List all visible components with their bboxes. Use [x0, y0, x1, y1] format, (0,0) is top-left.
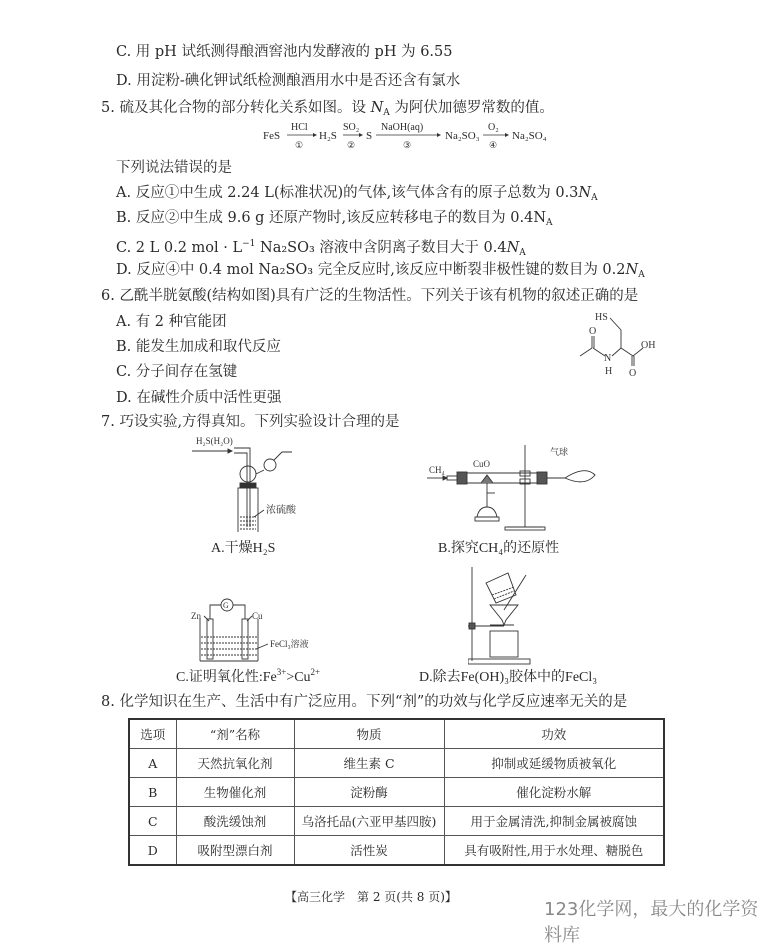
na-symbol: N [533, 210, 547, 226]
table-header: 物质 [294, 719, 444, 749]
table-cell: 催化淀粉水解 [444, 778, 664, 807]
table-cell: D [129, 836, 176, 866]
scheme-na2so3: Na₂SO₃ [445, 130, 480, 142]
fig-c-galvanometer-label: G [223, 601, 229, 610]
q6-option-a: A. 有 2 种官能团 [116, 314, 227, 330]
q8-table [128, 718, 665, 866]
table-cell: C [129, 807, 176, 836]
fig-a-caption: A.干燥H₂S [211, 541, 276, 556]
figure-c-galvanic-cell [190, 597, 340, 667]
fig-b-gas-label: CH₄ [429, 465, 445, 475]
struct-n: N [604, 353, 612, 364]
na-subscript: A [638, 270, 645, 280]
table-cell: 酸洗缓蚀剂 [176, 807, 294, 836]
q4-option-d: D. 用淀粉-碘化钾试纸检测酿酒用水中是否还含有氯水 [116, 73, 461, 89]
q5-option-d [116, 260, 645, 285]
table-cell: 活性炭 [294, 836, 444, 866]
q7-stem: 7. 巧设实验,方得真知。下列实验设计合理的是 [101, 414, 400, 430]
table-row [129, 778, 664, 807]
scheme-n4: ④ [489, 140, 498, 150]
table-cell: 维生素 C [294, 749, 444, 778]
struct-hs: HS [595, 312, 608, 323]
q5-option-a [116, 183, 598, 208]
scheme-r2: SO₂ [343, 122, 360, 133]
scheme-r1: HCl [291, 122, 308, 133]
fig-c-caption [176, 666, 320, 686]
table-cell: 生物催化剂 [176, 778, 294, 807]
q8-stem: 8. 化学知识在生产、生活中有广泛应用。下列“剂”的功效与化学反应速率无关的是 [101, 694, 628, 710]
struct-o1: O [589, 326, 597, 337]
fig-a-reagent-label: 浓硫酸 [266, 505, 296, 516]
scheme-s: S [366, 130, 373, 142]
table-header: 选项 [129, 719, 176, 749]
scheme-r3: NaOH(aq) [381, 122, 424, 133]
table-cell: 具有吸附性,用于水处理、糖脱色 [444, 836, 664, 866]
figure-b-ch4-reduction [425, 445, 635, 535]
fig-b-balloon-label: 气球 [550, 447, 569, 457]
scheme-r4: O₂ [488, 122, 499, 133]
struct-h: H [605, 366, 613, 377]
figure-a-drying-apparatus [190, 432, 310, 532]
fig-c-sup-1: 3+ [276, 667, 287, 677]
fig-c-caption-text: C.证明氧化性:Fe [176, 670, 277, 685]
fig-c-caption-text-2: >Cu [286, 670, 311, 685]
struct-oh: OH [641, 340, 656, 351]
q4-option-c: C. 用 pH 试纸测得酿酒窖池内发酵液的 pH 为 6.55 [116, 44, 453, 60]
q5-option-d-text: D. 反应④中 0.4 mol Na₂SO₃ 完全反应时,该反应中断裂非极性键的数目为 0.2 [116, 262, 626, 278]
q6-option-c: C. 分子间存在氢键 [116, 364, 238, 380]
q6-option-d: D. 在碱性介质中活性更强 [116, 390, 282, 406]
table-cell: 乌洛托品(六亚甲基四胺) [294, 807, 444, 836]
table-cell: 抑制或延缓物质被氧化 [444, 749, 664, 778]
table-cell: 天然抗氧化剂 [176, 749, 294, 778]
table-cell: 吸附型漂白剂 [176, 836, 294, 866]
figure-d-filtration [468, 565, 578, 665]
fig-b-solid-label: CuO [473, 459, 491, 469]
fig-c-zn-label: Zn [191, 611, 201, 621]
table-row [129, 807, 664, 836]
table-cell: 用于金属清洗,抑制金属被腐蚀 [444, 807, 664, 836]
fig-c-sup-2: 2+ [310, 667, 321, 677]
q5-option-c-text: C. 2 L 0.2 mol · L [116, 240, 243, 256]
na-symbol: N [506, 240, 520, 256]
watermark: 123化学网，最大的化学资料库 [544, 899, 759, 946]
q6-option-b: B. 能发生加成和取代反应 [116, 339, 281, 355]
q6-stem: 6. 乙酰半胱氨酸(结构如图)具有广泛的生物活性。下列关于该有机物的叙述正确的是 [101, 288, 639, 304]
na-subscript: A [591, 193, 598, 203]
table-row [129, 836, 664, 866]
scheme-fes: FeS [263, 130, 281, 142]
q5-option-b-text: B. 反应②中生成 9.6 g 还原产物时,该反应转移电子的数目为 0.4 [116, 210, 534, 226]
fig-c-solution-label: FeCl₃溶液 [270, 639, 309, 649]
na-symbol: N [625, 262, 639, 278]
na-symbol: N [578, 185, 592, 201]
na-subscript: A [383, 108, 390, 118]
table-header: “剂”名称 [176, 719, 294, 749]
table-cell: 淀粉酶 [294, 778, 444, 807]
table-header-row [129, 719, 664, 749]
q5-stem-text: 5. 硫及其化合物的部分转化关系如图。设 [101, 100, 371, 116]
q5-stem-text-2: 为阿伏加德罗常数的值。 [389, 100, 554, 116]
fig-d-caption: D.除去Fe(OH)₃胶体中的FeCl₃ [419, 670, 598, 685]
fig-c-cu-label: Cu [252, 611, 263, 621]
scheme-h2s: H₂S [319, 130, 337, 142]
fig-a-gas-label: H₂S(H₂O) [196, 436, 233, 446]
na-subscript: A [519, 248, 526, 258]
na-subscript: A [546, 218, 553, 228]
q5-option-b [116, 208, 553, 233]
q5-option-c-sup: −1 [242, 239, 256, 249]
table-row [129, 749, 664, 778]
fig-b-caption: B.探究CH₄的还原性 [438, 541, 560, 556]
table-cell: A [129, 749, 176, 778]
q5-option-a-text: A. 反应①中生成 2.24 L(标准状况)的气体,该气体含有的原子总数为 0.3 [116, 185, 579, 201]
q5-option-c-text-2: Na₂SO₃ 溶液中含阴离子数目大于 0.4 [255, 240, 507, 256]
scheme-n2: ② [347, 140, 356, 150]
scheme-n3: ③ [403, 140, 412, 150]
scheme-na2so4: Na₂SO₄ [512, 130, 547, 142]
q5-option-c [116, 234, 526, 263]
reaction-scheme [255, 118, 550, 152]
na-symbol: N [370, 100, 384, 116]
page-footer: 【高三化学 第 2 页(共 8 页)】 [285, 890, 457, 904]
struct-o2: O [629, 368, 637, 378]
scheme-n1: ① [295, 140, 304, 150]
acetylcysteine-structure [575, 308, 680, 378]
q5-prompt: 下列说法错误的是 [116, 160, 232, 176]
table-header: 功效 [444, 719, 664, 749]
table-cell: B [129, 778, 176, 807]
